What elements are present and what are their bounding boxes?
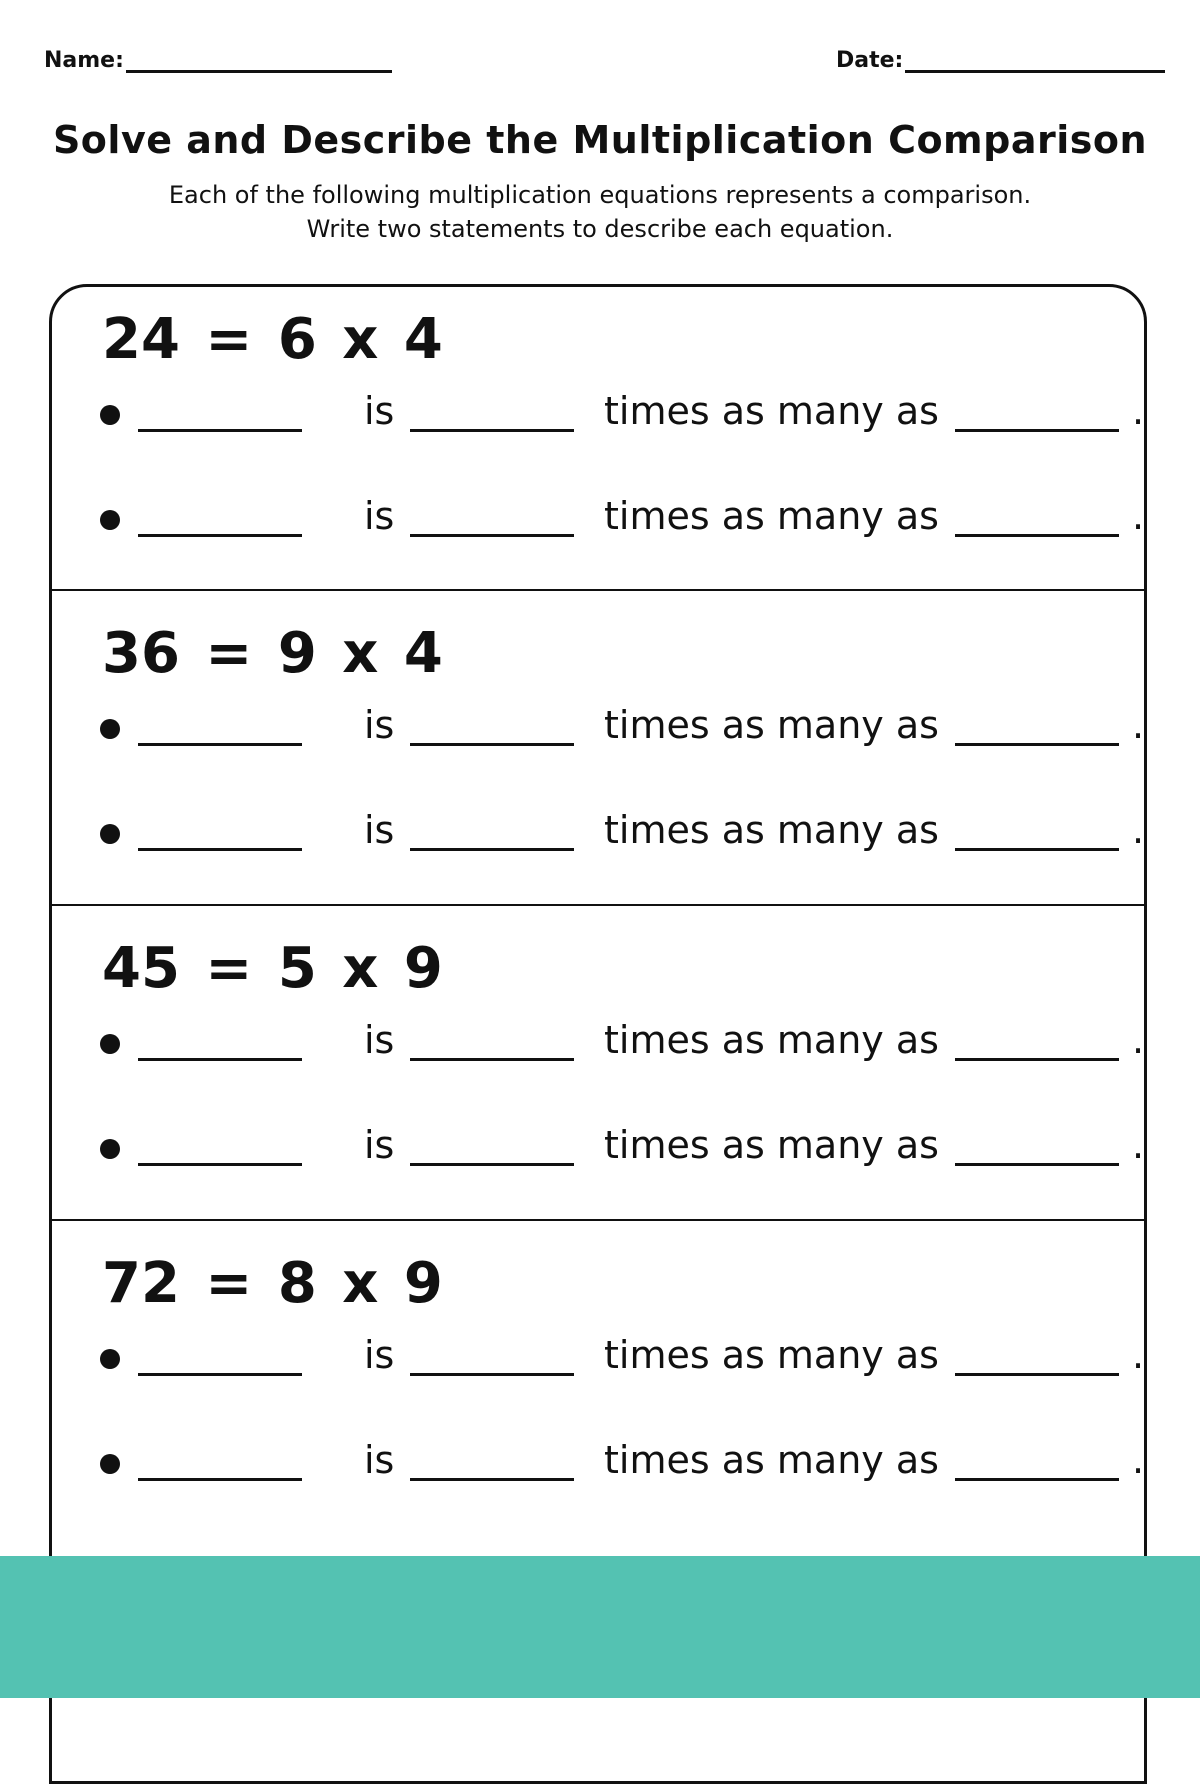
worksheet-title: Solve and Describe the Multiplication Comparison (52, 118, 1148, 162)
times-as-many-as-text: times as many as (604, 808, 939, 852)
answer-blank[interactable] (410, 1373, 574, 1376)
answer-blank[interactable] (955, 1373, 1119, 1376)
answer-blank[interactable] (410, 1163, 574, 1166)
answer-blank[interactable] (138, 1478, 302, 1481)
times-as-many-as-text: times as many as (604, 703, 939, 747)
answer-blank[interactable] (410, 534, 574, 537)
period: . (1132, 1018, 1145, 1062)
bullet-icon (100, 1034, 120, 1054)
problem-2 (52, 601, 1144, 915)
instructions (0, 178, 1200, 246)
times-as-many-as-text: times as many as (604, 1018, 939, 1062)
is-word: is (364, 1438, 395, 1482)
statement-1 (100, 1331, 1145, 1381)
period: . (1132, 494, 1145, 538)
statement-2 (100, 492, 1145, 542)
problem-1 (52, 287, 1144, 601)
bullet-icon (100, 510, 120, 530)
answer-blank[interactable] (138, 534, 302, 537)
date-field[interactable] (836, 44, 1165, 73)
period: . (1132, 1333, 1145, 1377)
problem-3 (52, 916, 1144, 1230)
answer-blank[interactable] (410, 1058, 574, 1061)
equation: 45 = 5 x 9 (102, 936, 443, 1001)
answer-blank[interactable] (955, 534, 1119, 537)
answer-blank[interactable] (410, 1478, 574, 1481)
answer-blank[interactable] (410, 743, 574, 746)
times-as-many-as-text: times as many as (604, 1333, 939, 1377)
date-blank[interactable] (905, 44, 1165, 73)
name-blank[interactable] (126, 44, 392, 73)
answer-blank[interactable] (138, 848, 302, 851)
instructions-line-2: Write two statements to describe each equation. (306, 215, 894, 243)
answer-blank[interactable] (955, 429, 1119, 432)
answer-blank[interactable] (138, 1373, 302, 1376)
times-as-many-as-text: times as many as (604, 494, 939, 538)
statement-2 (100, 1436, 1145, 1486)
times-as-many-as-text: times as many as (604, 1123, 939, 1167)
times-as-many-as-text: times as many as (604, 389, 939, 433)
is-word: is (364, 1123, 395, 1167)
bullet-icon (100, 1139, 120, 1159)
answer-blank[interactable] (138, 1058, 302, 1061)
statement-2 (100, 1121, 1145, 1171)
equation: 72 = 8 x 9 (102, 1251, 443, 1316)
statement-1 (100, 701, 1145, 751)
answer-blank[interactable] (955, 743, 1119, 746)
problem-4 (52, 1231, 1144, 1545)
is-word: is (364, 389, 395, 433)
period: . (1132, 808, 1145, 852)
bullet-icon (100, 405, 120, 425)
times-as-many-as-text: times as many as (604, 1438, 939, 1482)
answer-blank[interactable] (955, 848, 1119, 851)
period: . (1132, 1438, 1145, 1482)
name-label: Name: (44, 48, 124, 73)
statement-2 (100, 806, 1145, 856)
date-label: Date: (836, 48, 904, 73)
bullet-icon (100, 719, 120, 739)
is-word: is (364, 808, 395, 852)
equation: 24 = 6 x 4 (102, 307, 443, 372)
answer-blank[interactable] (410, 848, 574, 851)
statement-1 (100, 1016, 1145, 1066)
period: . (1132, 389, 1145, 433)
name-field[interactable] (44, 44, 392, 73)
answer-blank[interactable] (138, 1163, 302, 1166)
period: . (1132, 703, 1145, 747)
answer-blank[interactable] (955, 1478, 1119, 1481)
is-word: is (364, 494, 395, 538)
period: . (1132, 1123, 1145, 1167)
is-word: is (364, 1018, 395, 1062)
answer-blank[interactable] (410, 429, 574, 432)
answer-blank[interactable] (955, 1058, 1119, 1061)
bullet-icon (100, 1454, 120, 1474)
statement-1 (100, 387, 1145, 437)
is-word: is (364, 703, 395, 747)
bullet-icon (100, 1349, 120, 1369)
answer-blank[interactable] (955, 1163, 1119, 1166)
bullet-icon (100, 824, 120, 844)
answer-blank[interactable] (138, 429, 302, 432)
footer-band (0, 1556, 1200, 1698)
equation: 36 = 9 x 4 (102, 621, 443, 686)
is-word: is (364, 1333, 395, 1377)
answer-blank[interactable] (138, 743, 302, 746)
instructions-line-1: Each of the following multiplication equations represents a comparison. (168, 181, 1032, 209)
